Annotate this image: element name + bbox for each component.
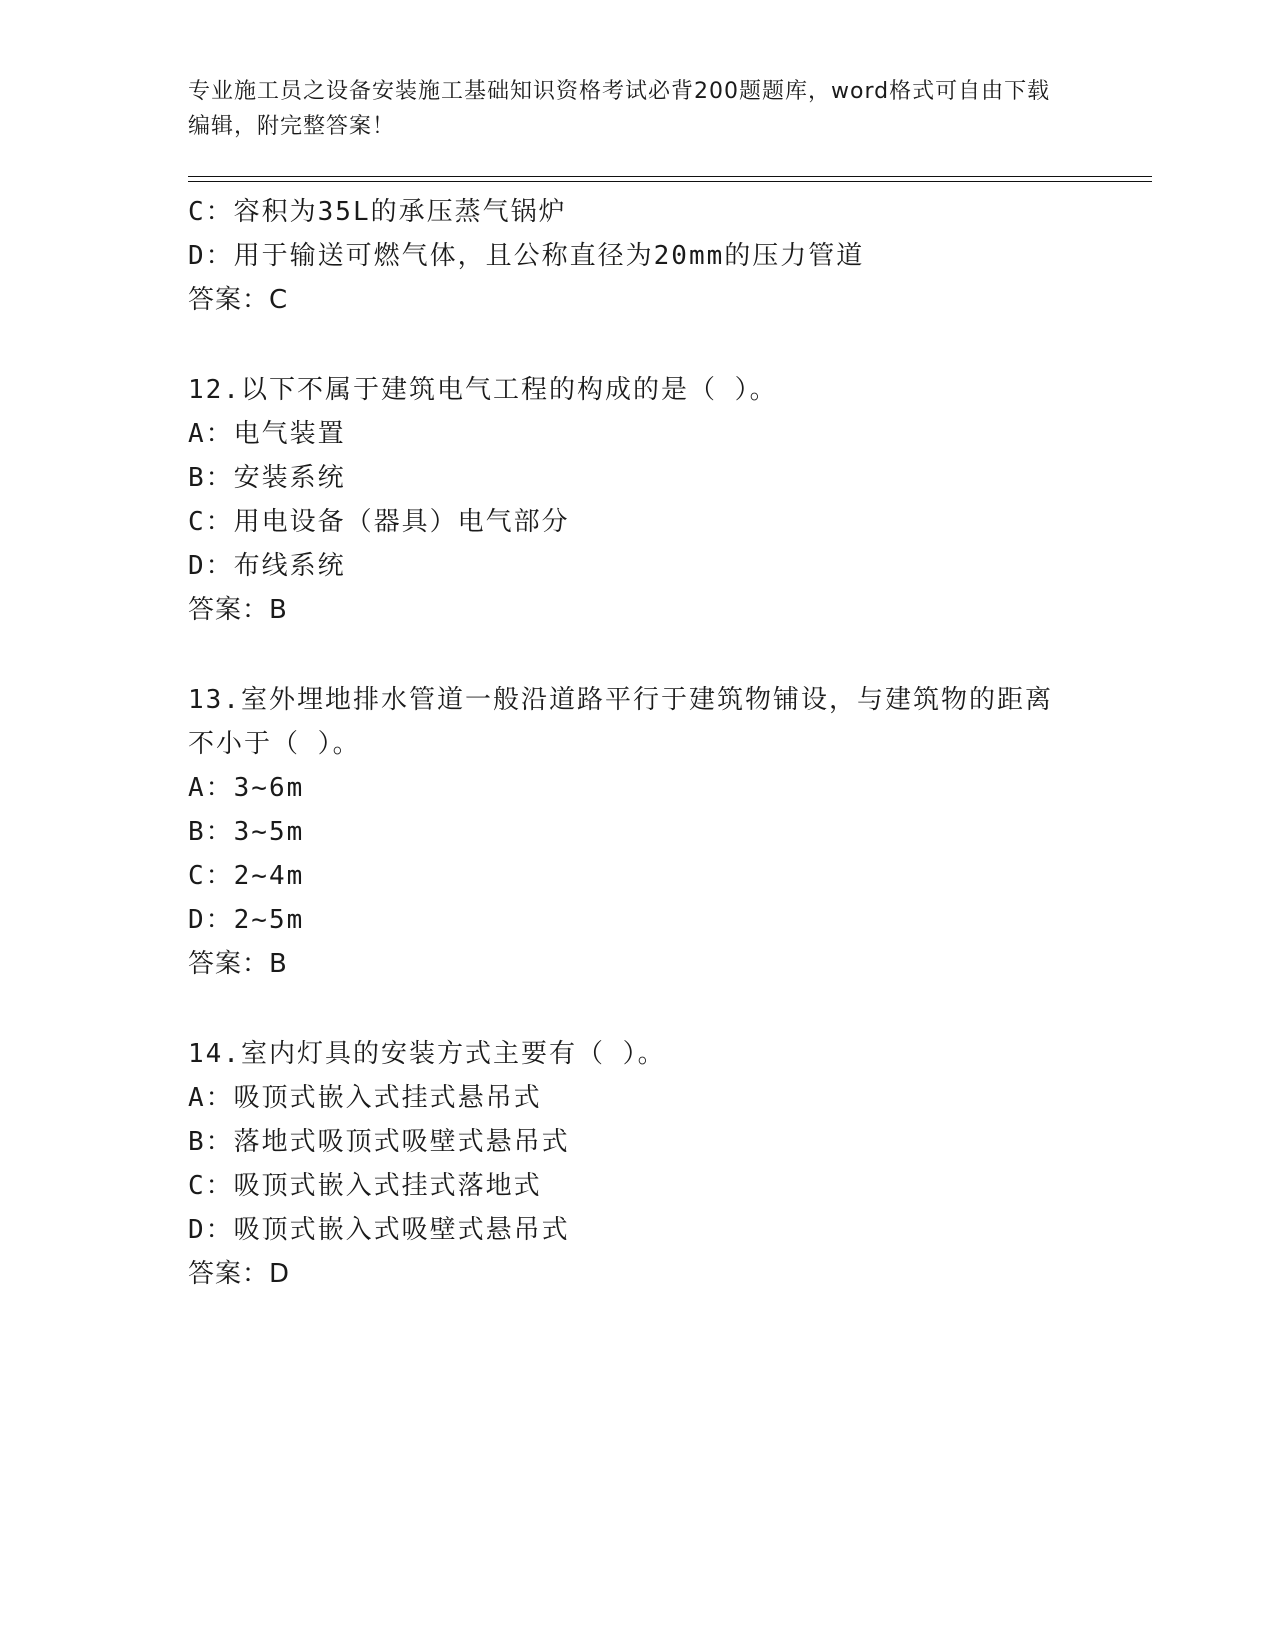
header-divider-bottom	[188, 181, 1152, 182]
q14-option-d: D：吸顶式嵌入式吸壁式悬吊式	[188, 1215, 570, 1245]
q12-answer: 答案：B	[188, 595, 288, 625]
q14-option-c: C：吸顶式嵌入式挂式落地式	[188, 1171, 542, 1201]
q14-stem: 14.室内灯具的安装方式主要有（ ）。	[188, 1039, 666, 1069]
q13-stem-line2: 不小于（ ）。	[188, 729, 361, 759]
header-divider-top	[188, 176, 1152, 177]
q13-option-a: A：3~6m	[188, 773, 305, 803]
q14-option-a: A：吸顶式嵌入式挂式悬吊式	[188, 1083, 542, 1113]
q12-option-b: B：安装系统	[188, 463, 346, 493]
q11-answer: 答案：C	[188, 285, 289, 315]
q13-option-c: C：2~4m	[188, 861, 305, 891]
q11-option-d: D：用于输送可燃气体，且公称直径为20mm的压力管道	[188, 241, 865, 271]
q11-option-c: C：容积为35L的承压蒸气锅炉	[188, 197, 567, 227]
q12-option-d: D：布线系统	[188, 551, 346, 581]
q14-option-b: B：落地式吸顶式吸壁式悬吊式	[188, 1127, 570, 1157]
q12-option-c: C：用电设备（器具）电气部分	[188, 507, 570, 537]
q12-stem: 12.以下不属于建筑电气工程的构成的是（ ）。	[188, 375, 778, 405]
q13-option-d: D：2~5m	[188, 905, 305, 935]
document-header: 专业施工员之设备安装施工基础知识资格考试必背200题题库，word格式可自由下载编辑，附完整答案！	[188, 79, 1051, 139]
q12-option-a: A：电气装置	[188, 419, 346, 449]
q13-option-b: B：3~5m	[188, 817, 305, 847]
q13-answer: 答案：B	[188, 949, 288, 979]
q13-stem-line1: 13.室外埋地排水管道一般沿道路平行于建筑物铺设，与建筑物的距离	[188, 685, 1053, 715]
q14-answer: 答案：D	[188, 1259, 291, 1289]
